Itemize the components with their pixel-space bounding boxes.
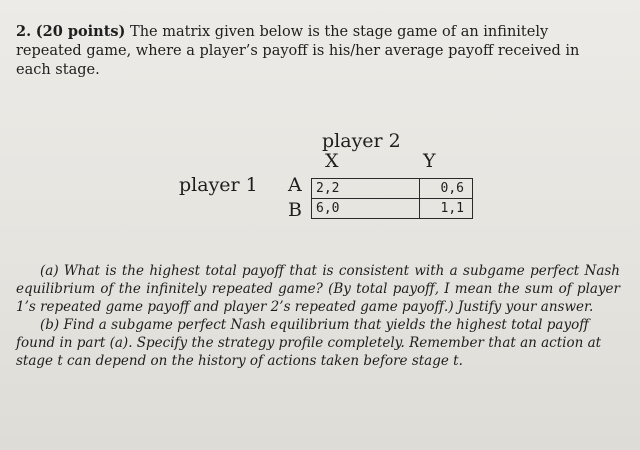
payoff-row-b [312,199,473,219]
column-label-x: X [325,150,339,172]
player2-label: player 2 [322,130,401,152]
question-number: 2. [16,23,32,40]
question-parts [16,262,620,370]
question-points: (20 points) [35,23,126,40]
question-intro: The matrix given below is the stage game of an infinitely repeated game, where a player’s payoff is his/her average payoff received in each stage. [16,24,580,78]
column-label-y: Y [423,150,436,172]
player1-label: player 1 [179,174,258,196]
payoff-row-a [312,179,473,199]
payoff-table [311,178,473,219]
part-a-text: (a) What is the highest total payoff that is consistent with a subgame perfect Nash equilibrium of the infinitely repeated game? (By total payoff, I mean the sum of player 1’s repeated game payoff and player 2’s repeated game payoff.) Justify your answer. [16,263,620,315]
payoff-cell-a-x: 2,2 [312,179,420,199]
payoff-cell-a-y: 0,6 [420,179,473,199]
payoff-cell-b-x: 6,0 [312,199,420,219]
payoff-cell-b-y: 1,1 [420,199,473,219]
part-b-text: (b) Find a subgame perfect Nash equilibrium that yields the highest total payoff found in part (a). Specify the strategy profile completely. Remember that an action at stage t can depend on the history of actions taken before stage t. [16,317,602,369]
row-label-a: A [288,174,302,196]
row-label-b: B [288,199,302,221]
